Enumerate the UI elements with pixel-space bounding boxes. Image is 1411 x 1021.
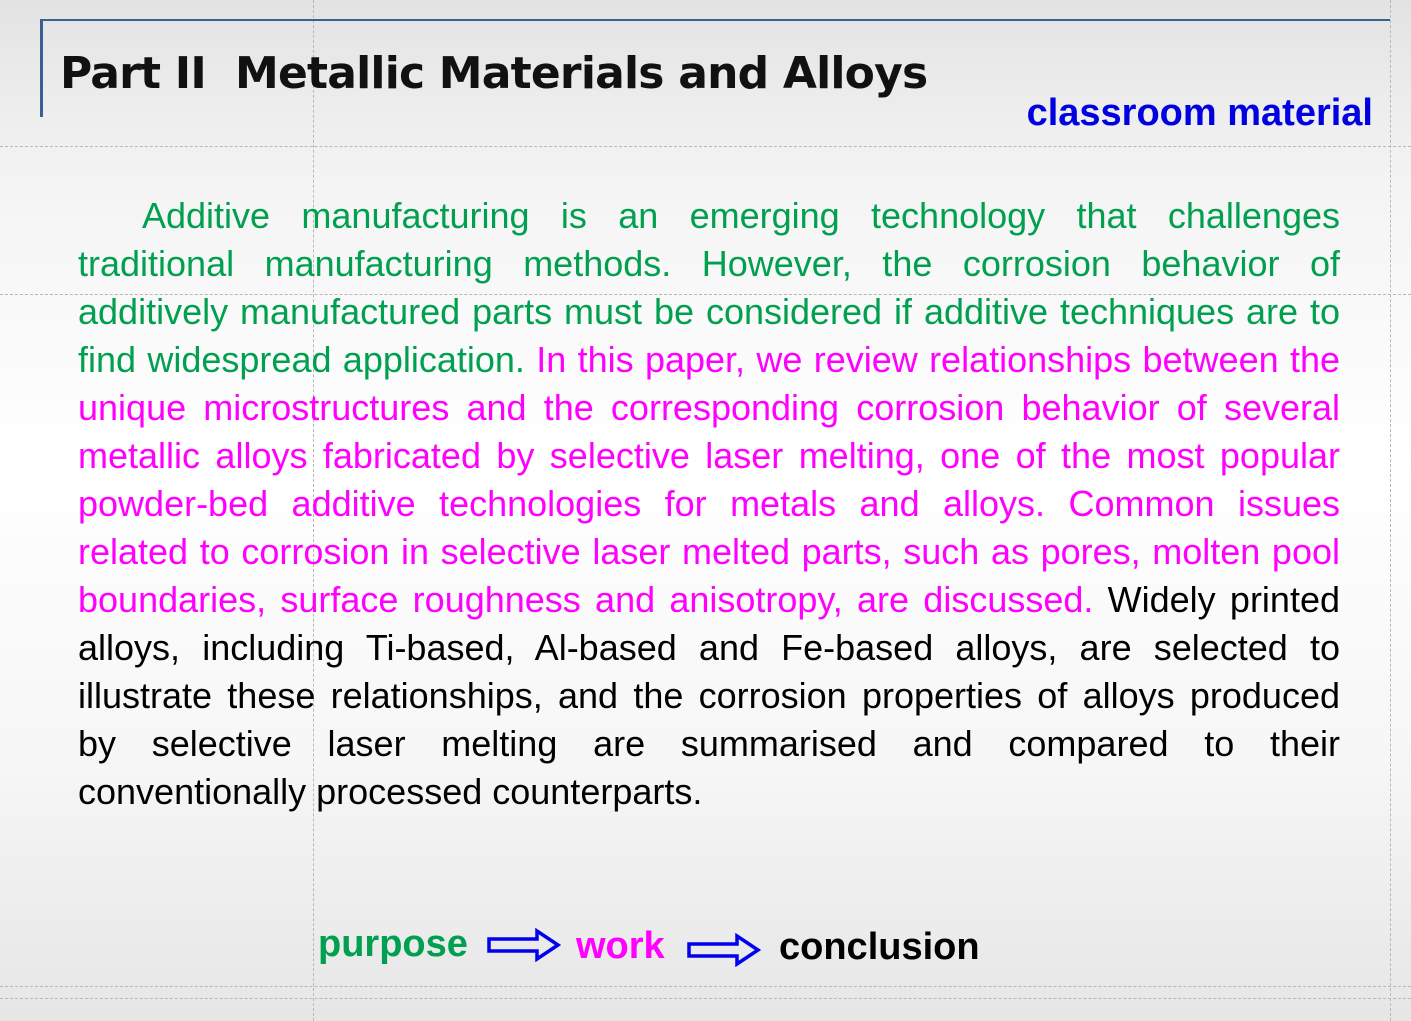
flow-step-work: work (576, 925, 665, 967)
abstract-conclusion-text: Widely printed alloys, including Ti-based, Al-based and Fe-based alloys, are selected to illustrate these relationships, and the corrosion properties of alloys produced by selective laser melting are summarised and compared to their conventionally processed counterparts. (78, 579, 1340, 812)
right-arrow-icon-shape (689, 936, 758, 964)
right-arrow-icon (687, 933, 761, 967)
abstract-paragraph (78, 192, 1340, 816)
flow-step-conclusion: conclusion (779, 926, 980, 968)
right-arrow-icon (487, 928, 561, 962)
classroom-material-tag: classroom material (1026, 92, 1373, 134)
title-frame-top (40, 19, 1390, 21)
right-arrow-icon-shape (489, 931, 558, 959)
abstract-work-text: In this paper, we review relationships between the unique microstructures and the corresponding corrosion behavior of several metallic alloys fabricated by selective laser melting, one of the most popular powder-bed additive technologies for metals and alloys. Common issues related to corrosion in selective laser melted parts, such as pores, molten pool boundaries, surface roughness and anisotropy, are discussed. (78, 339, 1340, 620)
guide-line-vertical (1390, 0, 1391, 1021)
guide-line-horizontal (0, 146, 1411, 147)
abstract-purpose-text: Additive manufacturing is an emerging technology that challenges traditional manufacturing methods. However, the corrosion behavior of additively manufactured parts must be considered if additive techniques are to find widespread application. (78, 195, 1340, 380)
guide-line-horizontal (0, 986, 1411, 987)
guide-line-horizontal (0, 998, 1411, 999)
title-frame-left (40, 19, 43, 117)
page-title: Part II Metallic Materials and Alloys (60, 48, 928, 99)
flow-step-purpose: purpose (318, 923, 468, 965)
